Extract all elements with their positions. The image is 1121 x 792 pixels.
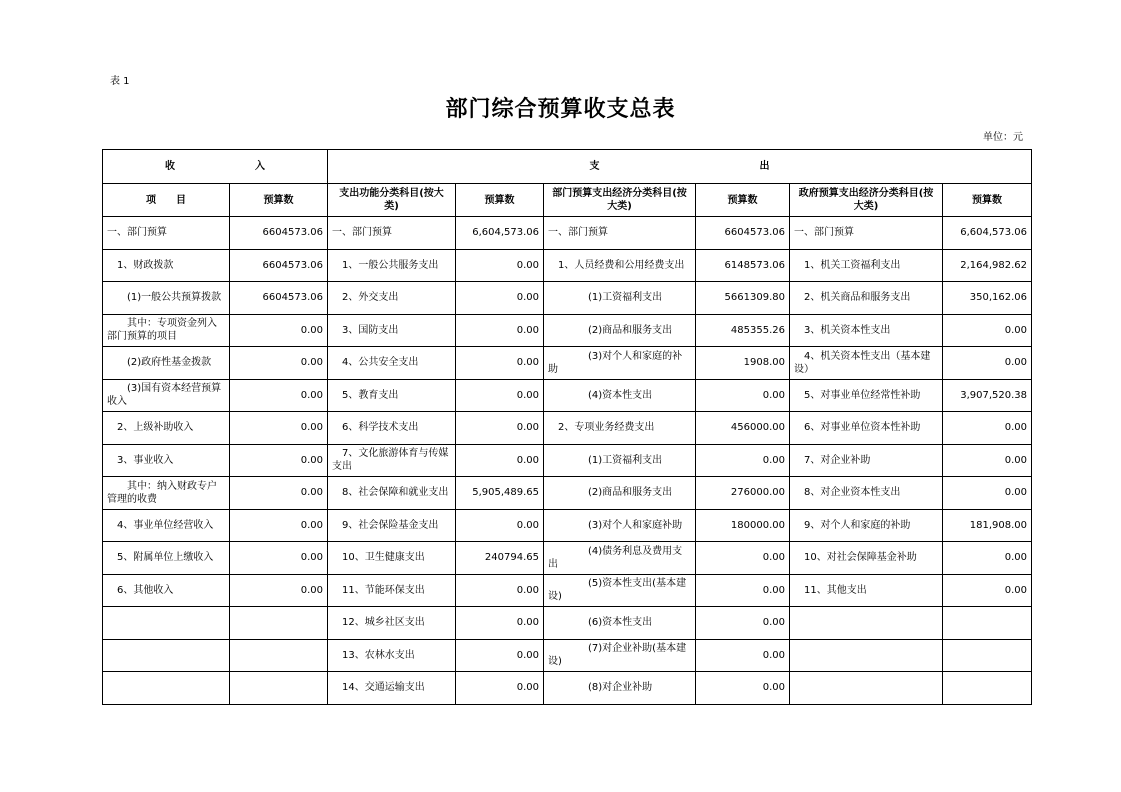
dept-econ-item-cell: (4)资本性支出 — [544, 379, 696, 412]
table-row — [103, 672, 1032, 705]
col-header-budget-gov: 预算数 — [943, 184, 1032, 217]
income-item-cell: (2)政府性基金拨款 — [103, 347, 230, 380]
gov-econ-budget-cell — [943, 607, 1032, 640]
dept-econ-item-cell: (1)工资福利支出 — [544, 282, 696, 315]
income-item-cell — [103, 607, 230, 640]
income-budget-cell: 0.00 — [230, 574, 328, 607]
function-budget-cell: 0.00 — [456, 509, 544, 542]
header-expense: 支 出 — [328, 150, 1032, 184]
gov-econ-item-cell: 8、对企业资本性支出 — [790, 477, 943, 510]
col-header-item: 项 目 — [103, 184, 230, 217]
function-item-cell: 一、部门预算 — [328, 217, 456, 250]
income-item-cell: 2、上级补助收入 — [103, 412, 230, 445]
dept-econ-budget-cell: 485355.26 — [696, 314, 790, 347]
gov-econ-item-cell: 2、机关商品和服务支出 — [790, 282, 943, 315]
gov-econ-budget-cell: 0.00 — [943, 542, 1032, 575]
income-item-cell: 1、财政拨款 — [103, 249, 230, 282]
function-item-cell: 1、一般公共服务支出 — [328, 249, 456, 282]
dept-econ-budget-cell: 0.00 — [696, 639, 790, 672]
header-income: 收 入 — [103, 150, 328, 184]
table-row — [103, 574, 1032, 607]
function-item-cell: 14、交通运输支出 — [328, 672, 456, 705]
dept-econ-item-cell: (2)商品和服务支出 — [544, 314, 696, 347]
function-budget-cell: 5,905,489.65 — [456, 477, 544, 510]
unit-label: 单位：元 — [983, 132, 1023, 143]
gov-econ-budget-cell — [943, 639, 1032, 672]
dept-econ-budget-cell: 0.00 — [696, 379, 790, 412]
col-header-budget-income: 预算数 — [230, 184, 328, 217]
col-header-dept-economic-class: 部门预算支出经济分类科目(按大类) — [544, 184, 696, 217]
income-budget-cell: 0.00 — [230, 347, 328, 380]
income-item-cell: 5、附属单位上缴收入 — [103, 542, 230, 575]
col-header-function-class: 支出功能分类科目(按大类) — [328, 184, 456, 217]
dept-econ-item-cell: (5)资本性支出(基本建设) — [544, 574, 696, 607]
function-budget-cell: 0.00 — [456, 574, 544, 607]
dept-econ-budget-cell: 276000.00 — [696, 477, 790, 510]
table-row — [103, 607, 1032, 640]
dept-econ-item-cell: 一、部门预算 — [544, 217, 696, 250]
function-item-cell: 5、教育支出 — [328, 379, 456, 412]
function-item-cell: 7、文化旅游体育与传媒支出 — [328, 444, 456, 477]
function-budget-cell: 240794.65 — [456, 542, 544, 575]
function-item-cell: 13、农林水支出 — [328, 639, 456, 672]
gov-econ-budget-cell: 0.00 — [943, 347, 1032, 380]
dept-econ-item-cell: (4)债务利息及费用支出 — [544, 542, 696, 575]
function-budget-cell: 0.00 — [456, 607, 544, 640]
gov-econ-budget-cell: 350,162.06 — [943, 282, 1032, 315]
income-budget-cell: 0.00 — [230, 542, 328, 575]
income-item-cell: 3、事业收入 — [103, 444, 230, 477]
gov-econ-budget-cell: 0.00 — [943, 412, 1032, 445]
dept-econ-item-cell: (1)工资福利支出 — [544, 444, 696, 477]
gov-econ-item-cell — [790, 607, 943, 640]
income-budget-cell — [230, 639, 328, 672]
dept-econ-item-cell: (3)对个人和家庭补助 — [544, 509, 696, 542]
gov-econ-item-cell: 7、对企业补助 — [790, 444, 943, 477]
income-budget-cell — [230, 607, 328, 640]
function-item-cell: 8、社会保障和就业支出 — [328, 477, 456, 510]
function-item-cell: 3、国防支出 — [328, 314, 456, 347]
income-item-cell: 一、部门预算 — [103, 217, 230, 250]
function-budget-cell: 0.00 — [456, 249, 544, 282]
table-row — [103, 477, 1032, 510]
function-budget-cell: 0.00 — [456, 444, 544, 477]
dept-econ-budget-cell: 0.00 — [696, 444, 790, 477]
income-budget-cell: 6604573.06 — [230, 282, 328, 315]
dept-econ-item-cell: (3)对个人和家庭的补助 — [544, 347, 696, 380]
income-budget-cell: 6604573.06 — [230, 217, 328, 250]
function-item-cell: 10、卫生健康支出 — [328, 542, 456, 575]
income-budget-cell: 0.00 — [230, 379, 328, 412]
dept-econ-budget-cell: 6604573.06 — [696, 217, 790, 250]
budget-summary-table — [102, 149, 1032, 705]
gov-econ-item-cell: 9、对个人和家庭的补助 — [790, 509, 943, 542]
income-item-cell: (1)一般公共预算拨款 — [103, 282, 230, 315]
function-item-cell: 4、公共安全支出 — [328, 347, 456, 380]
table-row — [103, 412, 1032, 445]
table-row — [103, 639, 1032, 672]
gov-econ-budget-cell: 6,604,573.06 — [943, 217, 1032, 250]
gov-econ-item-cell: 5、对事业单位经常性补助 — [790, 379, 943, 412]
dept-econ-budget-cell: 0.00 — [696, 542, 790, 575]
function-budget-cell: 0.00 — [456, 379, 544, 412]
income-item-cell — [103, 672, 230, 705]
gov-econ-item-cell: 10、对社会保障基金补助 — [790, 542, 943, 575]
table-row — [103, 217, 1032, 250]
table-row — [103, 347, 1032, 380]
income-item-cell: 其中：纳入财政专户管理的收费 — [103, 477, 230, 510]
function-item-cell: 12、城乡社区支出 — [328, 607, 456, 640]
gov-econ-budget-cell: 0.00 — [943, 574, 1032, 607]
function-budget-cell: 0.00 — [456, 639, 544, 672]
dept-econ-item-cell: (6)资本性支出 — [544, 607, 696, 640]
dept-econ-budget-cell: 0.00 — [696, 574, 790, 607]
table-row — [103, 542, 1032, 575]
gov-econ-budget-cell: 3,907,520.38 — [943, 379, 1032, 412]
income-budget-cell: 6604573.06 — [230, 249, 328, 282]
header-row-top — [103, 150, 1032, 184]
gov-econ-item-cell: 1、机关工资福利支出 — [790, 249, 943, 282]
col-header-budget-dept: 预算数 — [696, 184, 790, 217]
gov-econ-budget-cell: 181,908.00 — [943, 509, 1032, 542]
dept-econ-budget-cell: 1908.00 — [696, 347, 790, 380]
function-item-cell: 9、社会保险基金支出 — [328, 509, 456, 542]
gov-econ-item-cell: 4、机关资本性支出（基本建设） — [790, 347, 943, 380]
gov-econ-budget-cell: 0.00 — [943, 444, 1032, 477]
function-item-cell: 2、外交支出 — [328, 282, 456, 315]
col-header-gov-economic-class: 政府预算支出经济分类科目(按大类) — [790, 184, 943, 217]
income-budget-cell — [230, 672, 328, 705]
gov-econ-budget-cell — [943, 672, 1032, 705]
dept-econ-item-cell: (8)对企业补助 — [544, 672, 696, 705]
dept-econ-budget-cell: 456000.00 — [696, 412, 790, 445]
dept-econ-budget-cell: 6148573.06 — [696, 249, 790, 282]
page-title: 部门综合预算收支总表 — [445, 96, 676, 122]
gov-econ-item-cell: 一、部门预算 — [790, 217, 943, 250]
table-row — [103, 379, 1032, 412]
table-row — [103, 444, 1032, 477]
gov-econ-item-cell: 6、对事业单位资本性补助 — [790, 412, 943, 445]
income-item-cell: (3)国有资本经营预算收入 — [103, 379, 230, 412]
dept-econ-budget-cell: 0.00 — [696, 607, 790, 640]
income-budget-cell: 0.00 — [230, 477, 328, 510]
table-row — [103, 509, 1032, 542]
dept-econ-budget-cell: 0.00 — [696, 672, 790, 705]
gov-econ-item-cell: 3、机关资本性支出 — [790, 314, 943, 347]
income-item-cell: 其中：专项资金列入部门预算的项目 — [103, 314, 230, 347]
function-budget-cell: 0.00 — [456, 412, 544, 445]
gov-econ-item-cell: 11、其他支出 — [790, 574, 943, 607]
col-header-budget-function: 预算数 — [456, 184, 544, 217]
gov-econ-budget-cell: 2,164,982.62 — [943, 249, 1032, 282]
table-row — [103, 249, 1032, 282]
income-item-cell: 6、其他收入 — [103, 574, 230, 607]
income-budget-cell: 0.00 — [230, 412, 328, 445]
function-budget-cell: 0.00 — [456, 282, 544, 315]
income-budget-cell: 0.00 — [230, 444, 328, 477]
dept-econ-item-cell: (2)商品和服务支出 — [544, 477, 696, 510]
income-budget-cell: 0.00 — [230, 314, 328, 347]
function-budget-cell: 0.00 — [456, 314, 544, 347]
income-item-cell — [103, 639, 230, 672]
table-row — [103, 282, 1032, 315]
function-budget-cell: 0.00 — [456, 347, 544, 380]
function-item-cell: 6、科学技术支出 — [328, 412, 456, 445]
dept-econ-budget-cell: 5661309.80 — [696, 282, 790, 315]
gov-econ-item-cell — [790, 672, 943, 705]
gov-econ-budget-cell: 0.00 — [943, 477, 1032, 510]
dept-econ-item-cell: 2、专项业务经费支出 — [544, 412, 696, 445]
header-row-columns — [103, 184, 1032, 217]
table-row — [103, 314, 1032, 347]
function-budget-cell: 6,604,573.06 — [456, 217, 544, 250]
dept-econ-budget-cell: 180000.00 — [696, 509, 790, 542]
dept-econ-item-cell: 1、人员经费和公用经费支出 — [544, 249, 696, 282]
gov-econ-item-cell — [790, 639, 943, 672]
gov-econ-budget-cell: 0.00 — [943, 314, 1032, 347]
dept-econ-item-cell: (7)对企业补助(基本建设) — [544, 639, 696, 672]
income-budget-cell: 0.00 — [230, 509, 328, 542]
table-number: 表 1 — [110, 76, 130, 87]
income-item-cell: 4、事业单位经营收入 — [103, 509, 230, 542]
function-item-cell: 11、节能环保支出 — [328, 574, 456, 607]
function-budget-cell: 0.00 — [456, 672, 544, 705]
